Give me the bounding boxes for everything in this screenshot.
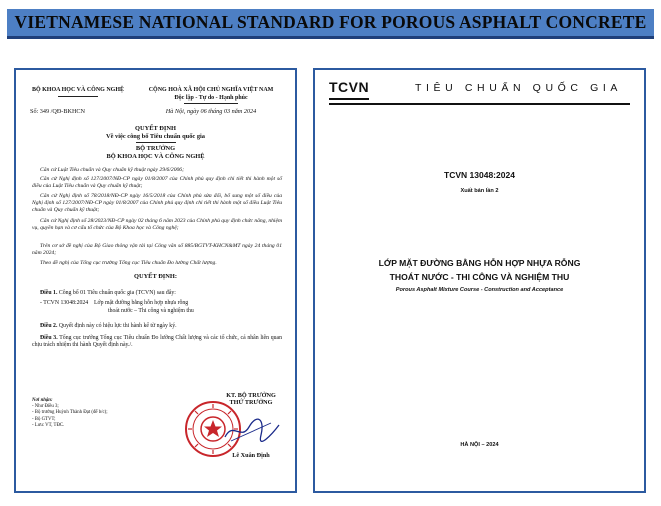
preamble-paragraph: Căn cứ Nghị định số 78/2018/NĐ-CP ngày 16/5/2018 của Chính phủ sửa đổi, bổ sung một số điều của Nghị định số 127/2007/NĐ-CP ngày 01/8/2007 của Chính phủ quy định chi tiết thi hành một số điều Luật Tiêu chuẩn và Quy chuẩn kỹ thuật; xyxy=(32,193,282,214)
header-rule xyxy=(329,103,630,105)
cover-header: TIÊU CHUẨN QUỐC GIA xyxy=(415,82,622,94)
place-year: HÀ NỘI – 2024 xyxy=(460,442,499,448)
article-3 xyxy=(32,335,282,350)
preamble-paragraph: Trên cơ sở đề nghị của Bộ Giao thông vận tải tại Công văn số 885/BGTVT-KHCN&MT ngày 24 tháng 01 năm 2024; xyxy=(32,243,282,257)
republic-name: CỘNG HOÀ XÃ HỘI CHỦ NGHĨA VIỆT NAM xyxy=(148,87,274,93)
standard-title-english: Porous Asphalt Mixture Course - Construction and Acceptance xyxy=(395,287,564,293)
decision-subject: Về việc công bố Tiêu chuẩn quốc gia xyxy=(105,133,205,140)
divider xyxy=(58,96,98,97)
recipient: - Bộ GTVT; xyxy=(32,416,56,422)
standard-cover xyxy=(313,68,646,493)
logo-underline xyxy=(329,98,369,100)
recipient: - Lưu: VT, TĐC. xyxy=(32,422,65,428)
tcvn-logo: TCVN xyxy=(329,79,370,95)
standard-title-line1: LỚP MẶT ĐƯỜNG BẰNG HỖN HỢP NHỰA RỖNG xyxy=(378,258,581,268)
recipients xyxy=(32,398,122,429)
signer-name: Lê Xuân Định xyxy=(232,452,270,459)
standard-title-line2: THOÁT NƯỚC - THI CÔNG VÀ NGHIỆM THU xyxy=(389,272,570,282)
recipient: - Bộ trưởng Huỳnh Thành Đạt (để b/c); xyxy=(32,410,108,416)
divider xyxy=(184,103,238,104)
standard-item-line2: thoát nước – Thi công và nghiệm thu xyxy=(108,308,194,314)
article-1 xyxy=(32,290,282,297)
decision-document xyxy=(14,68,297,493)
article-1-text: Công bố 01 Tiêu chuẩn quốc gia (TCVN) sau đây: xyxy=(58,290,176,296)
standard-item-code: - TCVN 13048:2024 xyxy=(40,300,89,306)
preamble-paragraph: Theo đề nghị của Tổng cục trưởng Tổng cục Tiêu chuẩn Đo lường Chất lượng. xyxy=(40,260,217,266)
article-2-label: Điều 2. xyxy=(40,323,58,329)
standard-item xyxy=(40,300,280,307)
signature-block xyxy=(206,392,296,406)
recipients-title: Nơi nhận: xyxy=(32,398,53,403)
recipient: - Như Điều 3; xyxy=(32,404,59,410)
banner-title: VIETNAMESE NATIONAL STANDARD FOR POROUS ASPHALT CONCRETE xyxy=(14,12,647,32)
preamble-paragraph: Căn cứ Nghị định số 28/2023/NĐ-CP ngày 02 tháng 6 năm 2023 của Chính phủ quy định chức năng, nhiệm vụ, quyền hạn và cơ cấu tổ chức của Bộ Khoa học và Công nghệ; xyxy=(32,218,282,232)
standard-code: TCVN 13048:2024 xyxy=(444,170,515,180)
decides-heading: QUYẾT ĐỊNH: xyxy=(133,273,178,280)
sign-role: THỨ TRƯỞNG xyxy=(229,399,273,406)
preamble-paragraph: Căn cứ Luật Tiêu chuẩn và Quy chuẩn kỹ thuật ngày 29/6/2006; xyxy=(40,167,184,173)
decision-number: Số: 349 /QĐ-BKHCN xyxy=(30,108,86,115)
divider xyxy=(136,142,176,143)
article-3-label: Điều 3. xyxy=(40,335,58,341)
decision-title: QUYẾT ĐỊNH xyxy=(135,125,176,132)
title-banner xyxy=(7,9,654,39)
motto: Độc lập - Tự do - Hạnh phúc xyxy=(174,95,248,101)
handwritten-signature-icon xyxy=(221,415,281,445)
sign-for-minister: KT. BỘ TRƯỞNG xyxy=(226,392,276,399)
standard-item-line1: Lớp mặt đường bằng hỗn hợp nhựa rỗng xyxy=(94,300,189,306)
article-2-text: Quyết định này có hiệu lực thi hành kể từ ngày ký. xyxy=(58,323,177,329)
minister-org: BỘ KHOA HỌC VÀ CÔNG NGHỆ xyxy=(106,153,205,160)
minister-title: BỘ TRƯỞNG xyxy=(135,145,176,152)
edition: Xuất bản lần 2 xyxy=(460,188,499,194)
article-3-text: Tổng cục trưởng Tổng cục Tiêu chuẩn Đo lường Chất lượng và các tổ chức, cá nhân liên quan chịu trách nhiệm thi hành Quyết định này./. xyxy=(32,335,282,349)
article-1-label: Điều 1. xyxy=(40,290,58,296)
ministry-name: BỘ KHOA HỌC VÀ CÔNG NGHỆ xyxy=(31,87,125,93)
preamble-paragraph: Căn cứ Nghị định số 127/2007/NĐ-CP ngày 01/8/2007 của Chính phủ quy định chi tiết thi hành một số điều của Luật Tiêu chuẩn và Quy chuẩn kỹ thuật; xyxy=(32,176,282,190)
article-2 xyxy=(32,323,282,330)
decision-date: Hà Nội, ngày 06 tháng 03 năm 2024 xyxy=(165,108,257,115)
